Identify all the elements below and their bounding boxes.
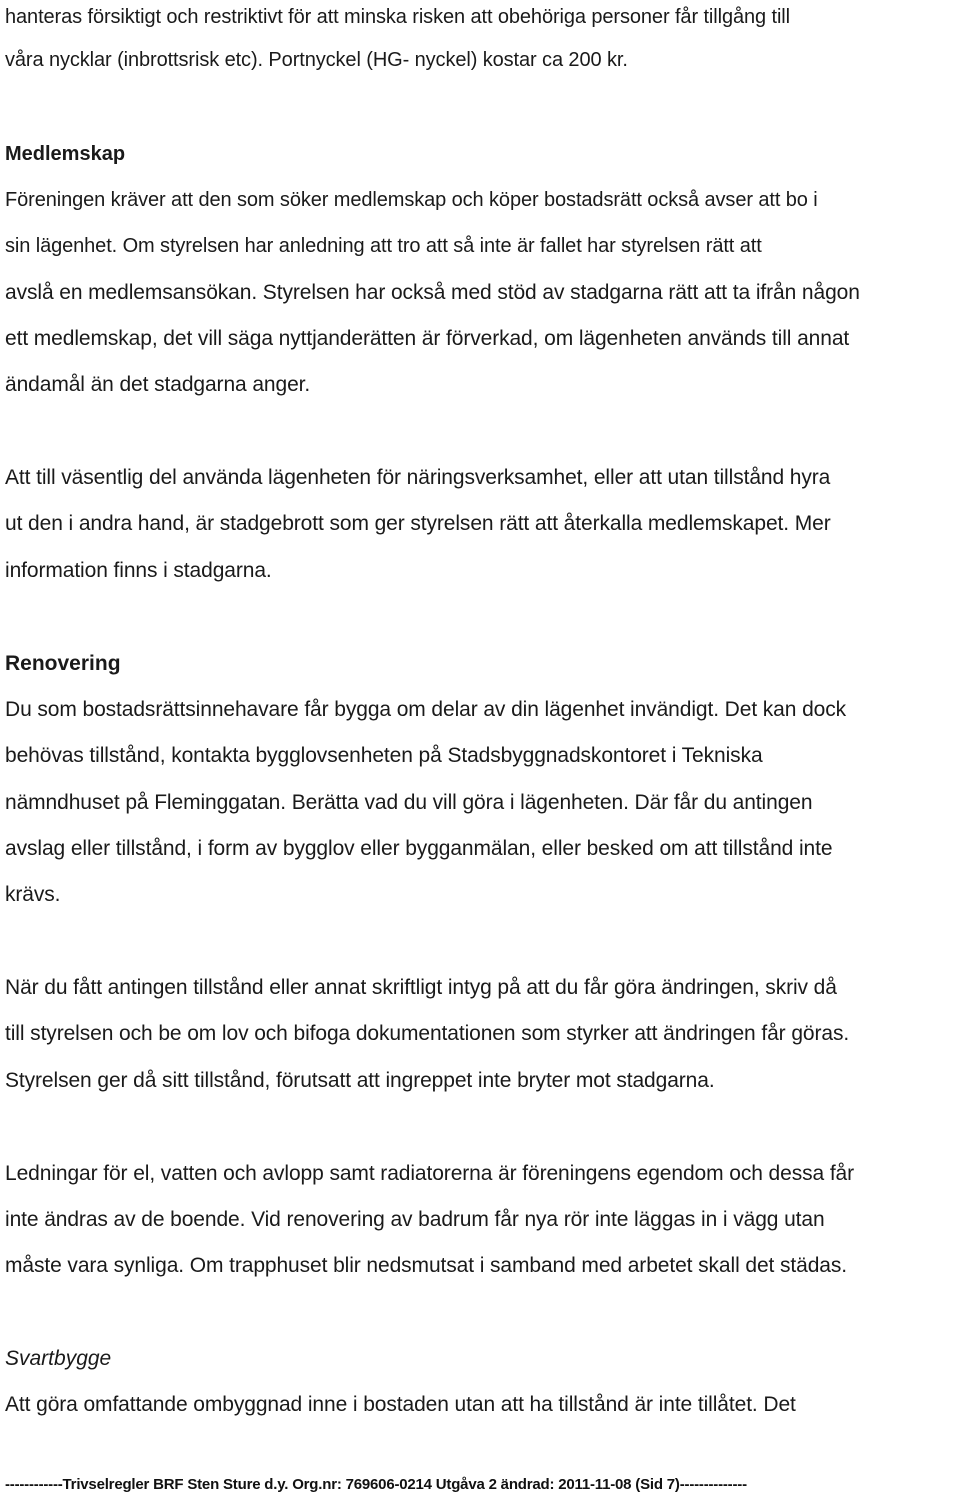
renovering-p3-line-3: måste vara synliga. Om trapphuset blir nedsmutsat i samband med arbetet skall det städas. [5,1254,848,1277]
page-footer: ------------Trivselregler BRF Sten Sture d.y. Org.nr: 769606-0214 Utgåva 2 ändrad: 2011-11-08 (Sid 7)-------------- [5,1476,747,1493]
renovering-p2-line-2: till styrelsen och be om lov och bifoga dokumentationen som styrker att ändringen får göras. [5,1022,850,1045]
medlemskap-p2-line-3: information finns i stadgarna. [5,559,272,582]
section-heading-svartbygge: Svartbygge [5,1347,112,1370]
medlemskap-p1-line-1: Föreningen kräver att den som söker medlemskap och köper bostadsrätt också avser att bo i [5,189,818,211]
renovering-p1-line-2: behövas tillstånd, kontakta bygglovsenheten på Stadsbyggnadskontoret i Tekniska [5,744,763,767]
intro-line-2: våra nycklar (inbrottsrisk etc). Portnyckel (HG- nyckel) kostar ca 200 kr. [5,49,628,71]
medlemskap-p2-line-2: ut den i andra hand, är stadgebrott som ger styrelsen rätt att återkalla medlemskapet. Mer [5,512,831,535]
section-heading-medlemskap: Medlemskap [5,143,126,165]
renovering-p3-line-2: inte ändras av de boende. Vid renovering av badrum får nya rör inte läggas in i vägg utan [5,1208,825,1231]
renovering-p2-line-3: Styrelsen ger då sitt tillstånd, förutsatt att ingreppet inte bryter mot stadgarna. [5,1069,715,1092]
renovering-p1-line-5: krävs. [5,883,61,906]
renovering-p3-line-1: Ledningar för el, vatten och avlopp samt radiatorerna är föreningens egendom och dessa får [5,1162,855,1185]
renovering-p1-line-1: Du som bostadsrättsinnehavare får bygga om delar av din lägenhet invändigt. Det kan dock [5,698,847,721]
svartbygge-p1-line-1: Att göra omfattande ombyggnad inne i bostaden utan att ha tillstånd är inte tillåtet. Det [5,1393,796,1416]
medlemskap-p1-line-5: ändamål än det stadgarna anger. [5,373,311,396]
medlemskap-p1-line-4: ett medlemskap, det vill säga nyttjanderätten är förverkad, om lägenheten används till annat [5,327,850,350]
medlemskap-p1-line-3: avslå en medlemsansökan. Styrelsen har också med stöd av stadgarna rätt att ta ifrån någon [5,281,860,304]
medlemskap-p1-line-2: sin lägenhet. Om styrelsen har anledning att tro att så inte är fallet har styrelsen rätt att [5,235,762,257]
section-heading-renovering: Renovering [5,652,121,675]
renovering-p2-line-1: När du fått antingen tillstånd eller annat skriftligt intyg på att du får göra ändringen, skriv då [5,976,837,999]
intro-line-1: hanteras försiktigt och restriktivt för att minska risken att obehöriga personer får tillgång till [5,6,790,28]
renovering-p1-line-4: avslag eller tillstånd, i form av bygglov eller bygganmälan, eller besked om att tillstånd inte [5,837,833,860]
renovering-p1-line-3: nämndhuset på Fleminggatan. Berätta vad du vill göra i lägenheten. Där får du antingen [5,791,813,814]
medlemskap-p2-line-1: Att till väsentlig del använda lägenheten för näringsverksamhet, eller att utan tillstånd hyra [5,466,831,489]
